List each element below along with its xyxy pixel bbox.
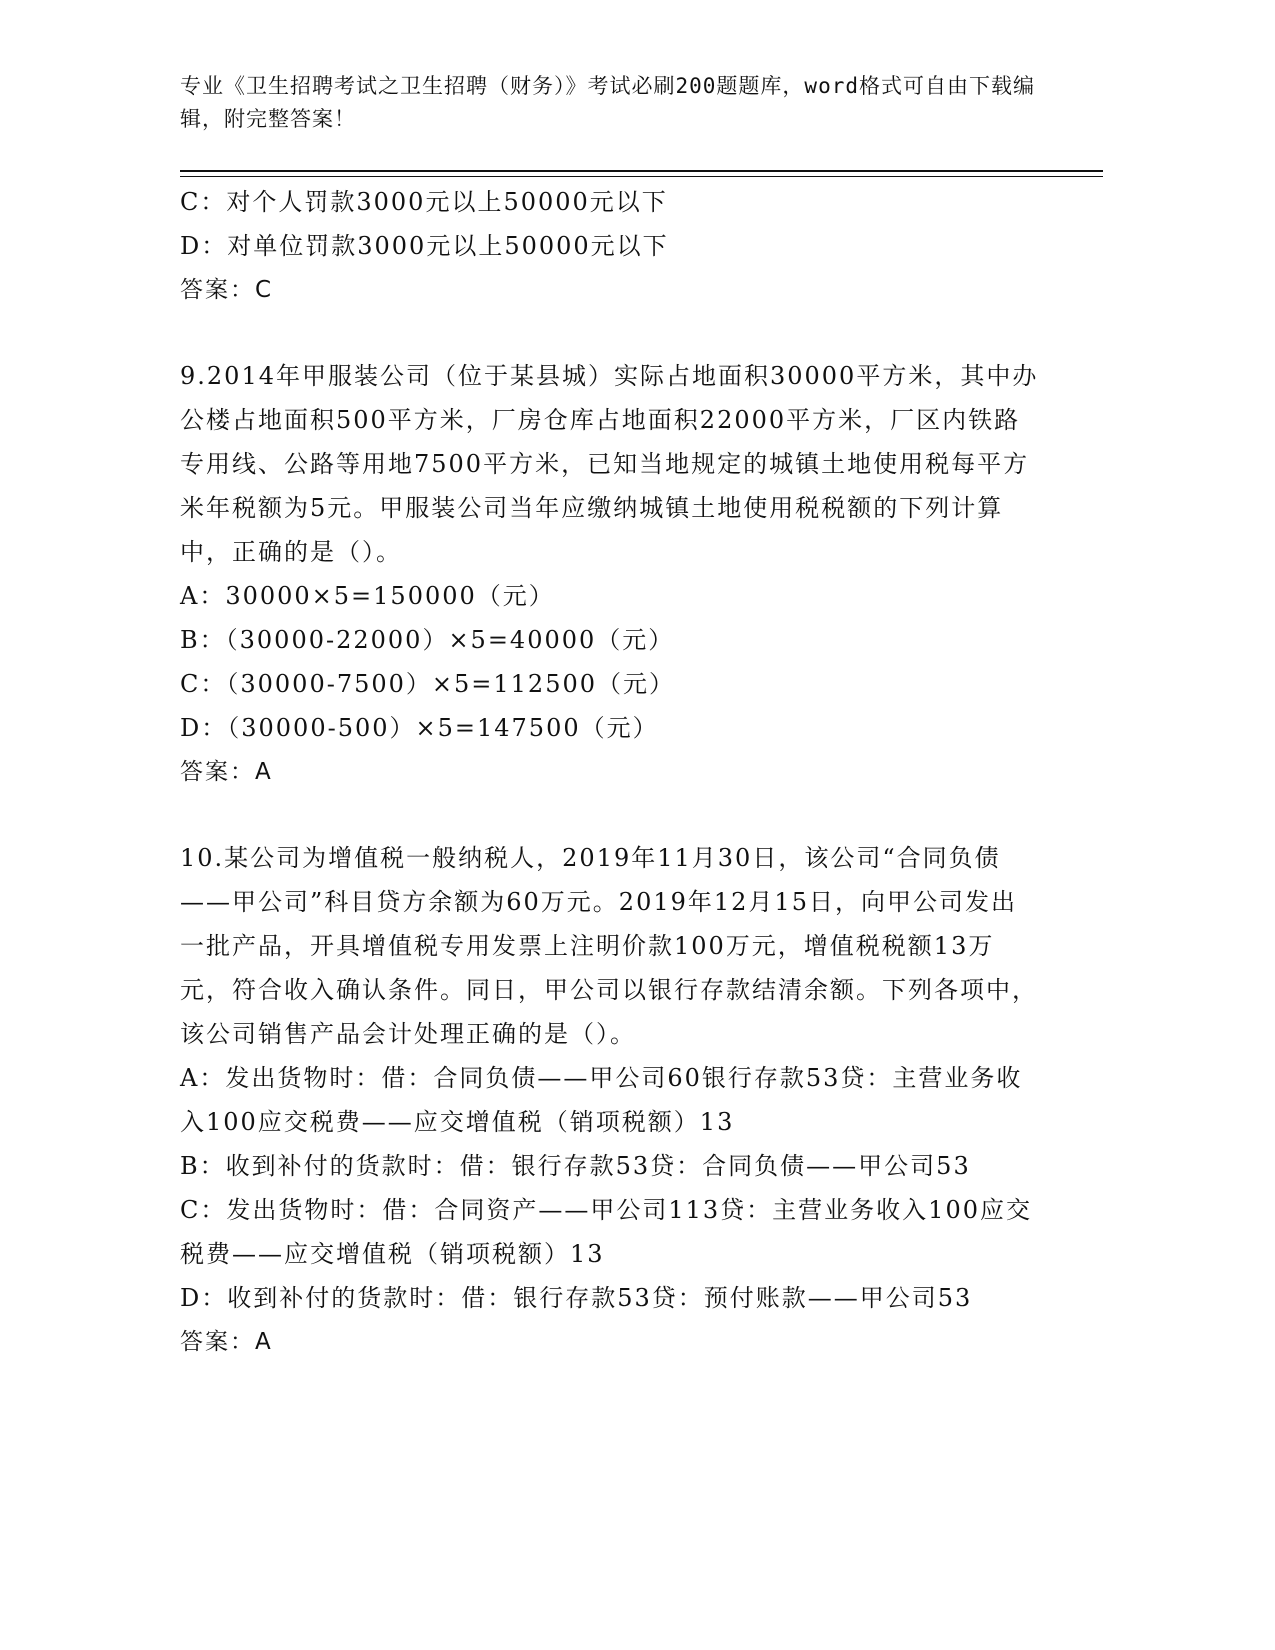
spacer — [180, 312, 1040, 354]
q8-option-c: C：对个人罚款3000元以上50000元以下 — [180, 188, 668, 216]
document-header: 专业《卫生招聘考试之卫生招聘（财务）》考试必刷200题题库，word格式可自由下载编辑，附完整答案！ — [180, 74, 1035, 131]
q10-option-d: D：收到补付的货款时：借：银行存款53贷：预付账款——甲公司53 — [180, 1284, 973, 1312]
q9-option-a: A：30000×5=150000（元） — [180, 582, 555, 610]
q9-option-b: B：（30000-22000）×5=40000（元） — [180, 626, 675, 654]
q9-option-c: C：（30000-7500）×5=112500（元） — [180, 670, 676, 698]
header-divider-thick — [180, 170, 1103, 172]
q9-answer: 答案：A — [180, 759, 273, 785]
q8-option-d: D：对单位罚款3000元以上50000元以下 — [180, 232, 669, 260]
question-8-tail — [180, 180, 1040, 312]
question-content — [180, 180, 1040, 1364]
q9-option-d: D：（30000-500）×5=147500（元） — [180, 714, 659, 742]
q10-option-b: B：收到补付的货款时：借：银行存款53贷：合同负债——甲公司53 — [180, 1152, 971, 1180]
question-10 — [180, 836, 1040, 1364]
q9-stem: 9.2014年甲服装公司（位于某县城）实际占地面积30000平方米，其中办公楼占地面积500平方米，厂房仓库占地面积22000平方米，厂区内铁路专用线、公路等用地7500平方米，已知当地规定的城镇土地使用税每平方米年税额为5元。甲服装公司当年应缴纳城镇土地使用税税额的下列计算中，正确的是（）。 — [180, 362, 1039, 566]
q10-stem: 10.某公司为增值税一般纳税人，2019年11月30日，该公司“合同负债——甲公司”科目贷方余额为60万元。2019年12月15日，向甲公司发出一批产品，开具增值税专用发票上注明价款100万元，增值税税额13万元，符合收入确认条件。同日，甲公司以银行存款结清余额。下列各项中，该公司销售产品会计处理正确的是（）。 — [180, 844, 1038, 1048]
q10-option-c: C：发出货物时：借：合同资产——甲公司113贷：主营业务收入100应交税费——应交增值税（销项税额）13 — [180, 1196, 1032, 1268]
spacer — [180, 794, 1040, 836]
question-9 — [180, 354, 1040, 794]
q10-answer: 答案：A — [180, 1329, 273, 1355]
q10-option-a: A：发出货物时：借：合同负债——甲公司60银行存款53贷：主营业务收入100应交税费——应交增值税（销项税额）13 — [180, 1064, 1023, 1136]
header-divider-thin — [180, 176, 1103, 177]
q8-answer: 答案：C — [180, 277, 274, 303]
